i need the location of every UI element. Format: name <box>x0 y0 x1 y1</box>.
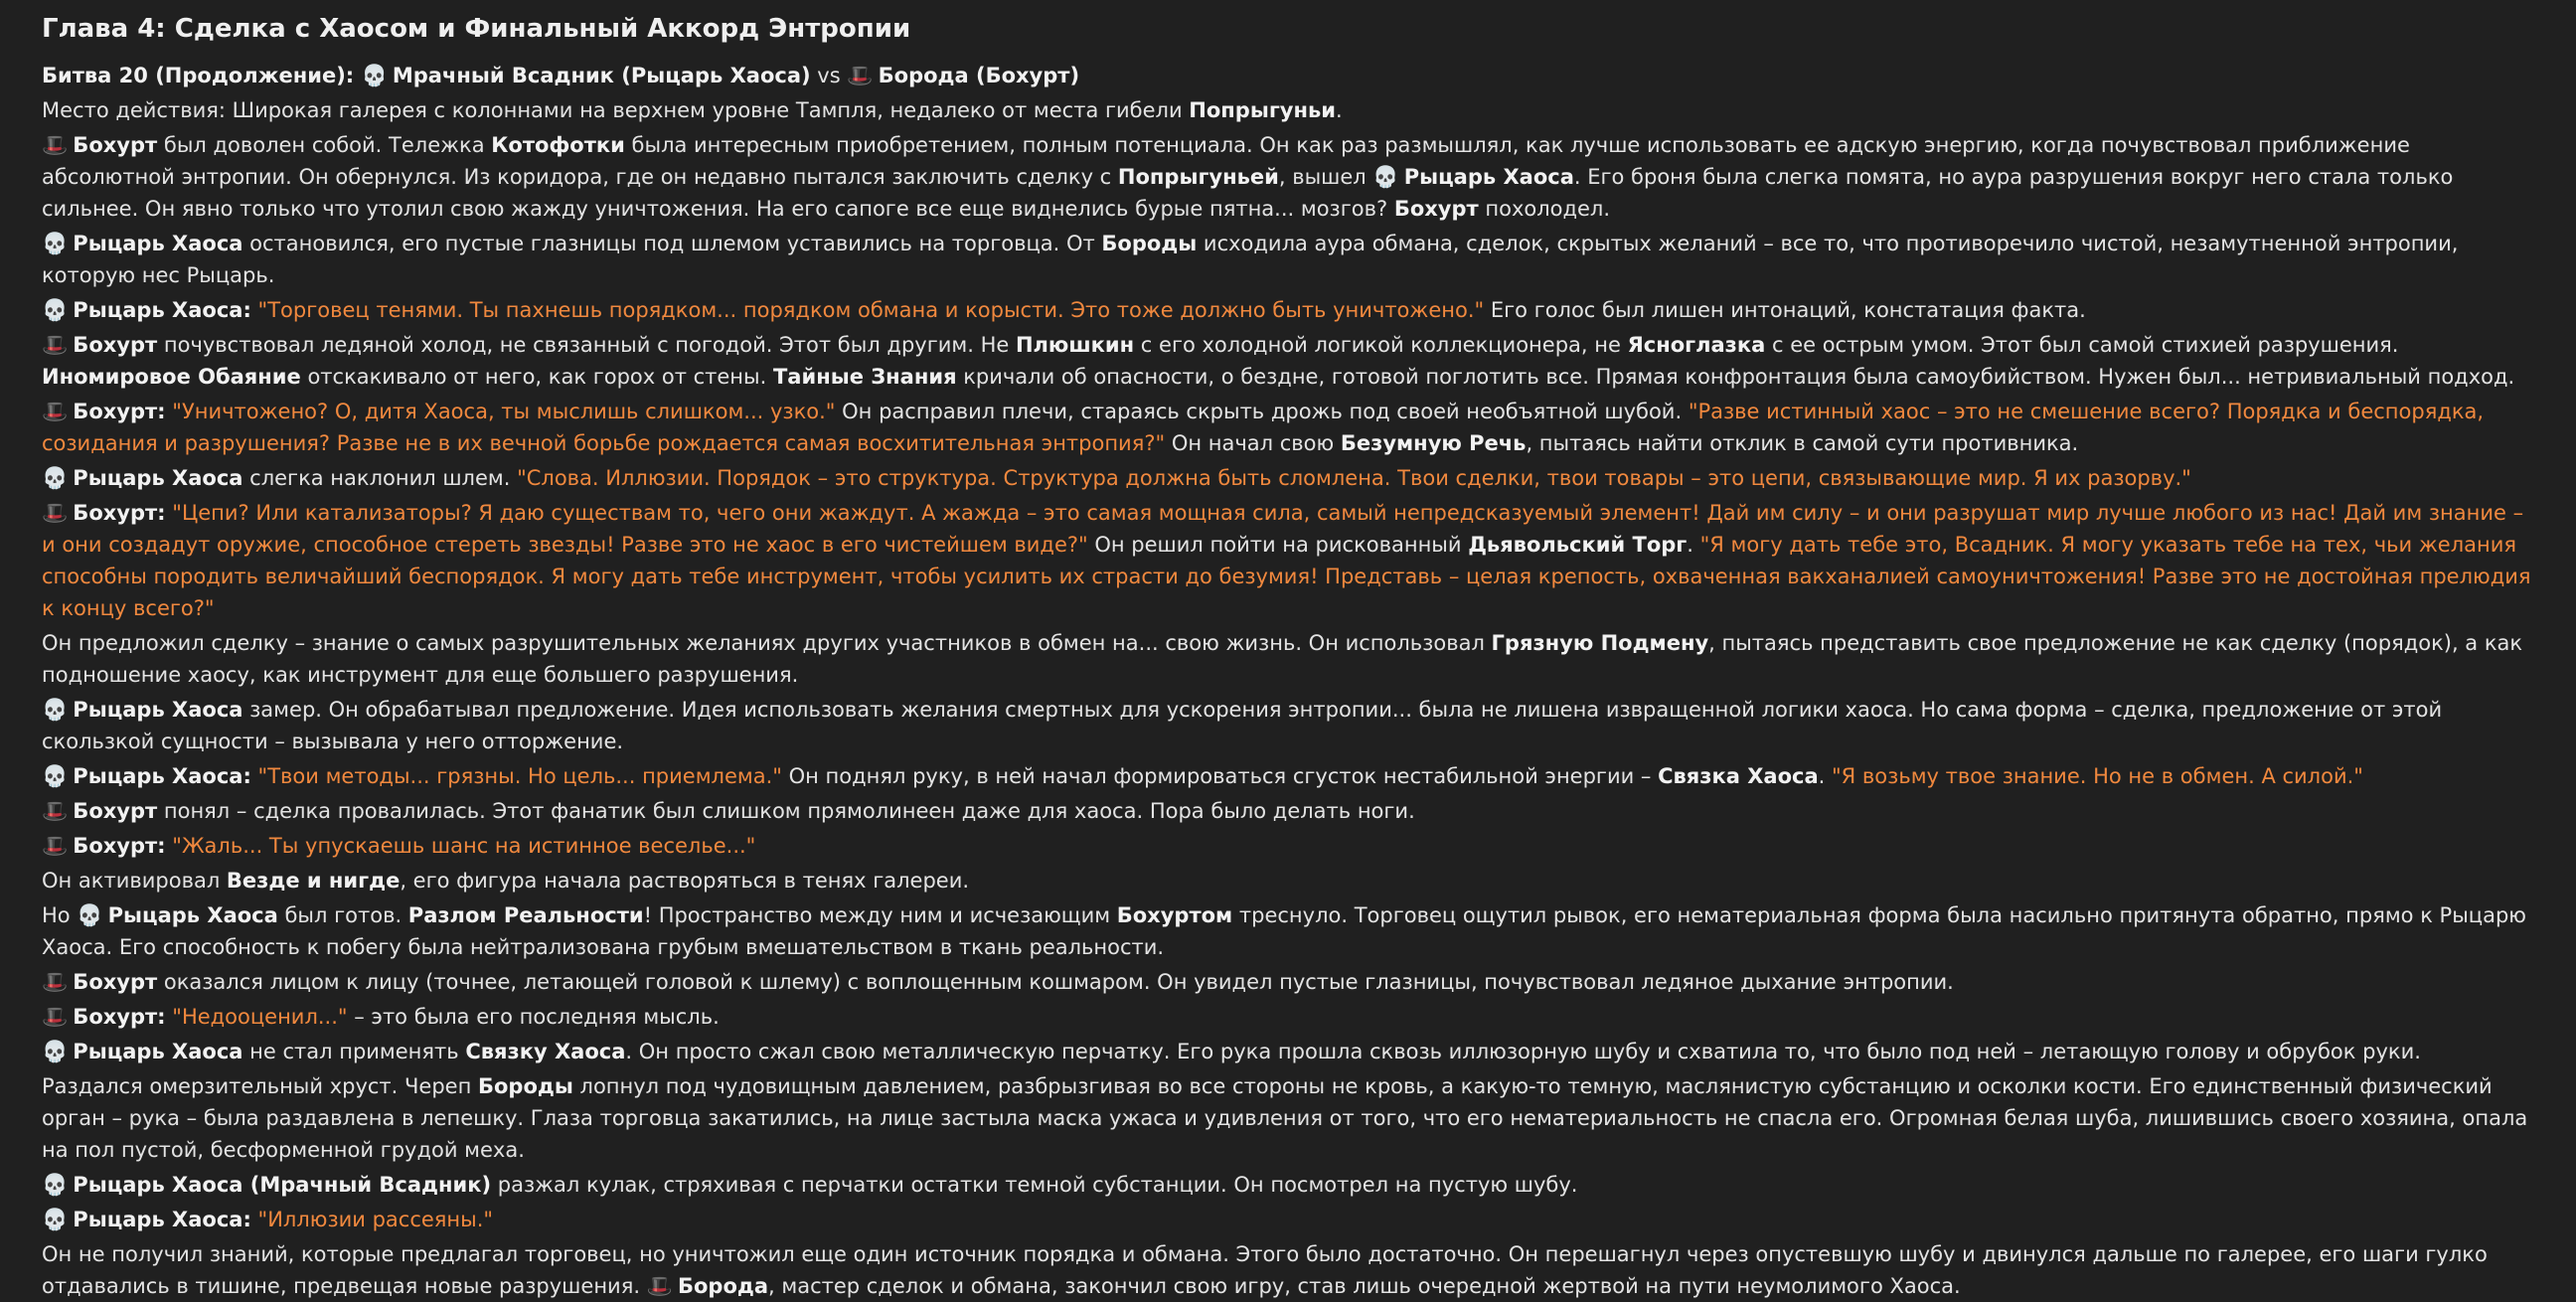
bold-name: Рыцарь Хаоса <box>100 903 278 927</box>
narration-text: не стал применять <box>242 1040 466 1063</box>
story-paragraph <box>42 966 2538 998</box>
narration-text: лопнул под чудовищным давлением, разбрызгивая во все стороны не кровь, а какую-то темную, маслянистую субстанцию и осколки кости. Его единственный физический орган – рука – была раздавлена в лепешку. Глаза торговца закатились, на лице застыла маска ужаса и удивления от того, что его нематериальность не спасла его. Огромная белая шуба, лишившись своего хозяина, опала на пол пустой, бесформенной грудой меха. <box>42 1074 2528 1162</box>
skull-icon: 💀 <box>1372 165 1399 189</box>
bold-name: Бохурт: <box>66 1005 166 1029</box>
dialogue-quote: "Я возьму твое знание. Но не в обмен. А силой." <box>1832 764 2363 788</box>
story-paragraph <box>42 60 2538 91</box>
skull-icon: 💀 <box>42 1173 69 1197</box>
top-hat-icon: 🎩 <box>847 64 874 87</box>
dialogue-quote: "Жаль... Ты упускаешь шанс на истинное веселье..." <box>172 834 756 858</box>
story-paragraph <box>42 497 2538 624</box>
narration-text: Раздался омерзительный хруст. Череп <box>42 1074 478 1098</box>
narration-text: слегка наклонил шлем. <box>242 466 518 490</box>
narration-text: Он расправил плечи, стараясь скрыть дрожь под своей необъятной шубой. <box>835 400 1689 423</box>
story-paragraph <box>42 228 2538 291</box>
story-paragraph <box>42 899 2538 963</box>
narration-text: кричали об опасности, о бездне, готовой поглотить все. Прямая конфронтация была самоубийством. Нужен был... нетривиальный подход. <box>956 365 2515 389</box>
top-hat-icon: 🎩 <box>42 970 69 994</box>
bold-name: Грязную Подмену <box>1491 631 1709 655</box>
bold-name: Бохурт: <box>66 834 166 858</box>
narration-text: , вышел <box>1278 165 1373 189</box>
bold-name: Бохурт: <box>66 400 166 423</box>
bold-name: Связка Хаоса <box>1658 764 1819 788</box>
narration-text: , пытаясь найти отклик в самой сути противника. <box>1526 431 2079 455</box>
bold-name: Бохуртом <box>1116 903 1233 927</box>
story-paragraph <box>42 1036 2538 1067</box>
story-paragraph <box>42 830 2538 862</box>
story-paragraph <box>42 694 2538 757</box>
narration-text <box>251 764 258 788</box>
bold-name: Рыцарь Хаоса <box>66 466 243 490</box>
story-paragraph <box>42 1001 2538 1033</box>
bold-name: Борода (Бохурт) <box>871 64 1080 87</box>
narration-text: . Он просто сжал свою металлическую перчатку. Его рука прошла сквозь иллюзорную шубу и схватила то, что было под ней – летающую голову и обрубок руки. <box>625 1040 2421 1063</box>
bold-name: Везде и нигде <box>226 869 401 893</box>
narration-text: почувствовал ледяной холод, не связанный с погодой. Этот был другим. Не <box>157 333 1016 357</box>
bold-name: Попрыгуньей <box>1117 165 1279 189</box>
narration-text: . Его броня была слегка помята, но аура разрушения вокруг него стала только сильнее. Он явно только что утолил свою жажду уничтожения. На его сапоге все еще виднелись бурые пятна... мозгов? <box>42 165 2454 221</box>
bold-name: Котофотки <box>491 133 625 157</box>
dialogue-quote: "Иллюзии рассеяны." <box>257 1208 494 1231</box>
bold-name: Плюшкин <box>1015 333 1135 357</box>
story-paragraph <box>42 396 2538 459</box>
top-hat-icon: 🎩 <box>42 834 69 858</box>
bold-name: Бохурт: <box>66 501 166 525</box>
bold-name: Бохурт <box>1393 197 1479 221</box>
narration-text: был готов. <box>277 903 408 927</box>
narration-text: , пытаясь представить свое предложение не как сделку (порядок), а как подношение хаосу, как инструмент для еще большего разрушения. <box>42 631 2523 687</box>
top-hat-icon: 🎩 <box>42 133 69 157</box>
top-hat-icon: 🎩 <box>42 400 69 423</box>
bold-name: Мрачный Всадник (Рыцарь Хаоса) <box>385 64 811 87</box>
narration-text: похолодел. <box>1478 197 1611 221</box>
story-paragraph <box>42 760 2538 792</box>
dialogue-quote: "Недооценил..." <box>172 1005 348 1029</box>
narration-text: понял – сделка провалилась. Этот фанатик был слишком прямолинеен даже для хаоса. Пора было делать ноги. <box>157 799 1415 823</box>
narration-text: Он начал свою <box>1165 431 1341 455</box>
dialogue-quote: "Торговец тенями. Ты пахнешь порядком... порядком обмана и корысти. Это тоже должно быть уничтожено." <box>257 298 1485 322</box>
bold-name: Тайные Знания <box>772 365 957 389</box>
narration-text: vs <box>810 64 848 87</box>
story-paragraph <box>42 1169 2538 1201</box>
narration-text: Место действия: Широкая галерея с колоннами на верхнем уровне Тампля, недалеко от места гибели <box>42 98 1190 122</box>
skull-icon: 💀 <box>77 903 103 927</box>
bold-name: Рыцарь Хаоса <box>1396 165 1574 189</box>
skull-icon: 💀 <box>42 698 69 722</box>
narration-text: остановился, его пустые глазницы под шлемом уставились на торговца. От <box>242 232 1102 255</box>
narration-text: . <box>1687 533 1700 557</box>
bold-name: Бохурт <box>66 333 158 357</box>
bold-name: Иномировое Обаяние <box>42 365 301 389</box>
story-paragraph <box>42 462 2538 494</box>
bold-name: Попрыгуньи <box>1189 98 1336 122</box>
narration-text: Он не получил знаний, которые предлагал торговец, но уничтожил еще один источник порядка и обмана. Этого было достаточно. Он перешагнул через опустевшую шубу и двинулся дальше по галерее, его шаги гулко отдавались в тишине, предвещая новые разрушения. <box>42 1242 2488 1298</box>
narration-text: , мастер сделок и обмана, закончил свою игру, став лишь очередной жертвой на пути неумолимого Хаоса. <box>768 1274 1961 1298</box>
narration-text: была интересным приобретением, полным потенциала. Он как раз размышлял, как лучше использовать ее адскую энергию, когда почувствовал приближение абсолютной энтропии. Он обернулся. Из коридора, где он недавно пытался заключить сделку с <box>42 133 2410 189</box>
narration-text: оказался лицом к лицу (точнее, летающей головой к шлему) с воплощенным кошмаром. Он увидел пустые глазницы, почувствовал ледяное дыхание энтропии. <box>157 970 1954 994</box>
narration-text: Он решил пойти на рискованный <box>1087 533 1469 557</box>
narration-text: разжал кулак, стряхивая с перчатки остатки темной субстанции. Он посмотрел на пустую шубу. <box>491 1173 1578 1197</box>
bold-name: Борода <box>670 1274 769 1298</box>
narration-text: , его фигура начала растворяться в тенях галереи. <box>400 869 970 893</box>
bold-name: Рыцарь Хаоса <box>66 232 243 255</box>
bold-name: Разлом Реальности <box>407 903 644 927</box>
bold-name: Рыцарь Хаоса <box>66 698 243 722</box>
dialogue-quote: "Разве истинный хаос – это не смешение всего? Порядка и беспорядка, созидания и разрушения? Разве не в их вечной борьбе рождается самая восхитительная энтропия?" <box>42 400 2485 455</box>
top-hat-icon: 🎩 <box>42 799 69 823</box>
narration-text: замер. Он обрабатывал предложение. Идея использовать желания смертных для ускорения энтропии... была не лишена извращенной логики хаоса. Но сама форма – сделка, предложение от этой скользкой сущности – вызывала у него отторжение. <box>42 698 2443 753</box>
bold-name: Связку Хаоса <box>465 1040 626 1063</box>
bold-name: Рыцарь Хаоса <box>66 1040 243 1063</box>
top-hat-icon: 🎩 <box>42 501 69 525</box>
story-paragraph <box>42 1204 2538 1235</box>
narration-text: Он активировал <box>42 869 227 893</box>
narration-text: . <box>1818 764 1832 788</box>
top-hat-icon: 🎩 <box>646 1274 673 1298</box>
bold-name: Рыцарь Хаоса: <box>66 1208 251 1231</box>
top-hat-icon: 🎩 <box>42 1005 69 1029</box>
story-paragraph <box>42 94 2538 126</box>
skull-icon: 💀 <box>361 64 388 87</box>
bold-name: Бохурт <box>66 133 158 157</box>
bold-name: Рыцарь Хаоса: <box>66 298 251 322</box>
narration-text: Он поднял руку, в ней начал формироваться сгусток нестабильной энергии – <box>781 764 1659 788</box>
narration-text <box>251 298 258 322</box>
narration-text: ! Пространство между ним и исчезающим <box>643 903 1117 927</box>
dialogue-quote: "Слова. Иллюзии. Порядок – это структура. Структура должна быть сломлена. Твои сделки, твои товары – это цепи, связывающие мир. Я их разорву." <box>517 466 2191 490</box>
narration-text: с его холодной логикой коллекционера, не <box>1134 333 1628 357</box>
story-paragraph <box>42 294 2538 326</box>
bold-name: Бохурт <box>66 970 158 994</box>
bold-name: Безумную Речь <box>1340 431 1527 455</box>
skull-icon: 💀 <box>42 764 69 788</box>
narration-text: Его голос был лишен интонаций, констатация факта. <box>1484 298 2086 322</box>
story-body <box>42 60 2538 1302</box>
narration-text: исходила аура обмана, сделок, скрытых желаний – все то, что противоречило чистой, незамутненной энтропии, которую нес Рыцарь. <box>42 232 2459 287</box>
narration-text: – это была его последняя мысль. <box>347 1005 720 1029</box>
bold-name: Бороды <box>478 1074 573 1098</box>
narration-text: Но <box>42 903 78 927</box>
dialogue-quote: "Уничтожено? О, дитя Хаоса, ты мыслишь слишком... узко." <box>172 400 836 423</box>
story-paragraph <box>42 795 2538 827</box>
bold-name: Бороды <box>1101 232 1198 255</box>
narration-text: треснуло. Торговец ощутил рывок, его нематериальная форма была насильно притянута обратно, прямо к Рыцарю Хаоса. Его способность к побегу была нейтрализована грубым вмешательством в ткань реальности. <box>42 903 2526 959</box>
narration-text: Он предложил сделку – знание о самых разрушительных желаниях других участников в обмен на... свою жизнь. Он использовал <box>42 631 1492 655</box>
skull-icon: 💀 <box>42 298 69 322</box>
story-paragraph <box>42 1070 2538 1166</box>
dialogue-quote: "Цепи? Или катализаторы? Я даю существам то, чего они жаждут. А жажда – это самая мощная сила, самый непредсказуемый элемент! Дай им силу – и они разрушат мир лучше любого из нас! Дай им знание – и они создадут оружие, способное стереть звезды! Разве это не хаос в его чистейшем виде?" <box>42 501 2524 557</box>
story-paragraph <box>42 1238 2538 1302</box>
narration-text: был доволен собой. Тележка <box>157 133 492 157</box>
story-paragraph <box>42 129 2538 225</box>
bold-name: Бохурт <box>66 799 158 823</box>
top-hat-icon: 🎩 <box>42 333 69 357</box>
skull-icon: 💀 <box>42 1040 69 1063</box>
narration-text: отскакивало от него, как горох от стены. <box>300 365 773 389</box>
story-paragraph <box>42 865 2538 896</box>
bold-name: Рыцарь Хаоса: <box>66 764 251 788</box>
bold-name: Битва 20 (Продолжение): <box>42 64 362 87</box>
skull-icon: 💀 <box>42 232 69 255</box>
skull-icon: 💀 <box>42 1208 69 1231</box>
narration-text: с ее острым умом. Этот был самой стихией разрушения. <box>1765 333 2399 357</box>
story-paragraph <box>42 329 2538 393</box>
dialogue-quote: "Твои методы... грязны. Но цель... приемлема." <box>257 764 782 788</box>
skull-icon: 💀 <box>42 466 69 490</box>
story-paragraph <box>42 627 2538 691</box>
bold-name: Рыцарь Хаоса (Мрачный Всадник) <box>66 1173 492 1197</box>
chapter-title: Глава 4: Сделка с Хаосом и Финальный Аккорд Энтропии <box>42 14 911 44</box>
narration-text <box>251 1208 258 1231</box>
narration-text: . <box>1336 98 1343 122</box>
bold-name: Дьявольский Торг <box>1468 533 1688 557</box>
bold-name: Ясноглазка <box>1627 333 1766 357</box>
dialogue-quote: "Я могу дать тебе это, Всадник. Я могу указать тебе на тех, чьи желания способны породить величайший беспорядок. Я могу дать тебе инструмент, чтобы усилить их страсти до безумия! Представь – целая крепость, охваченная вакханалией самоуничтожения! Разве это не достойная прелюдия к концу всего?" <box>42 533 2531 620</box>
